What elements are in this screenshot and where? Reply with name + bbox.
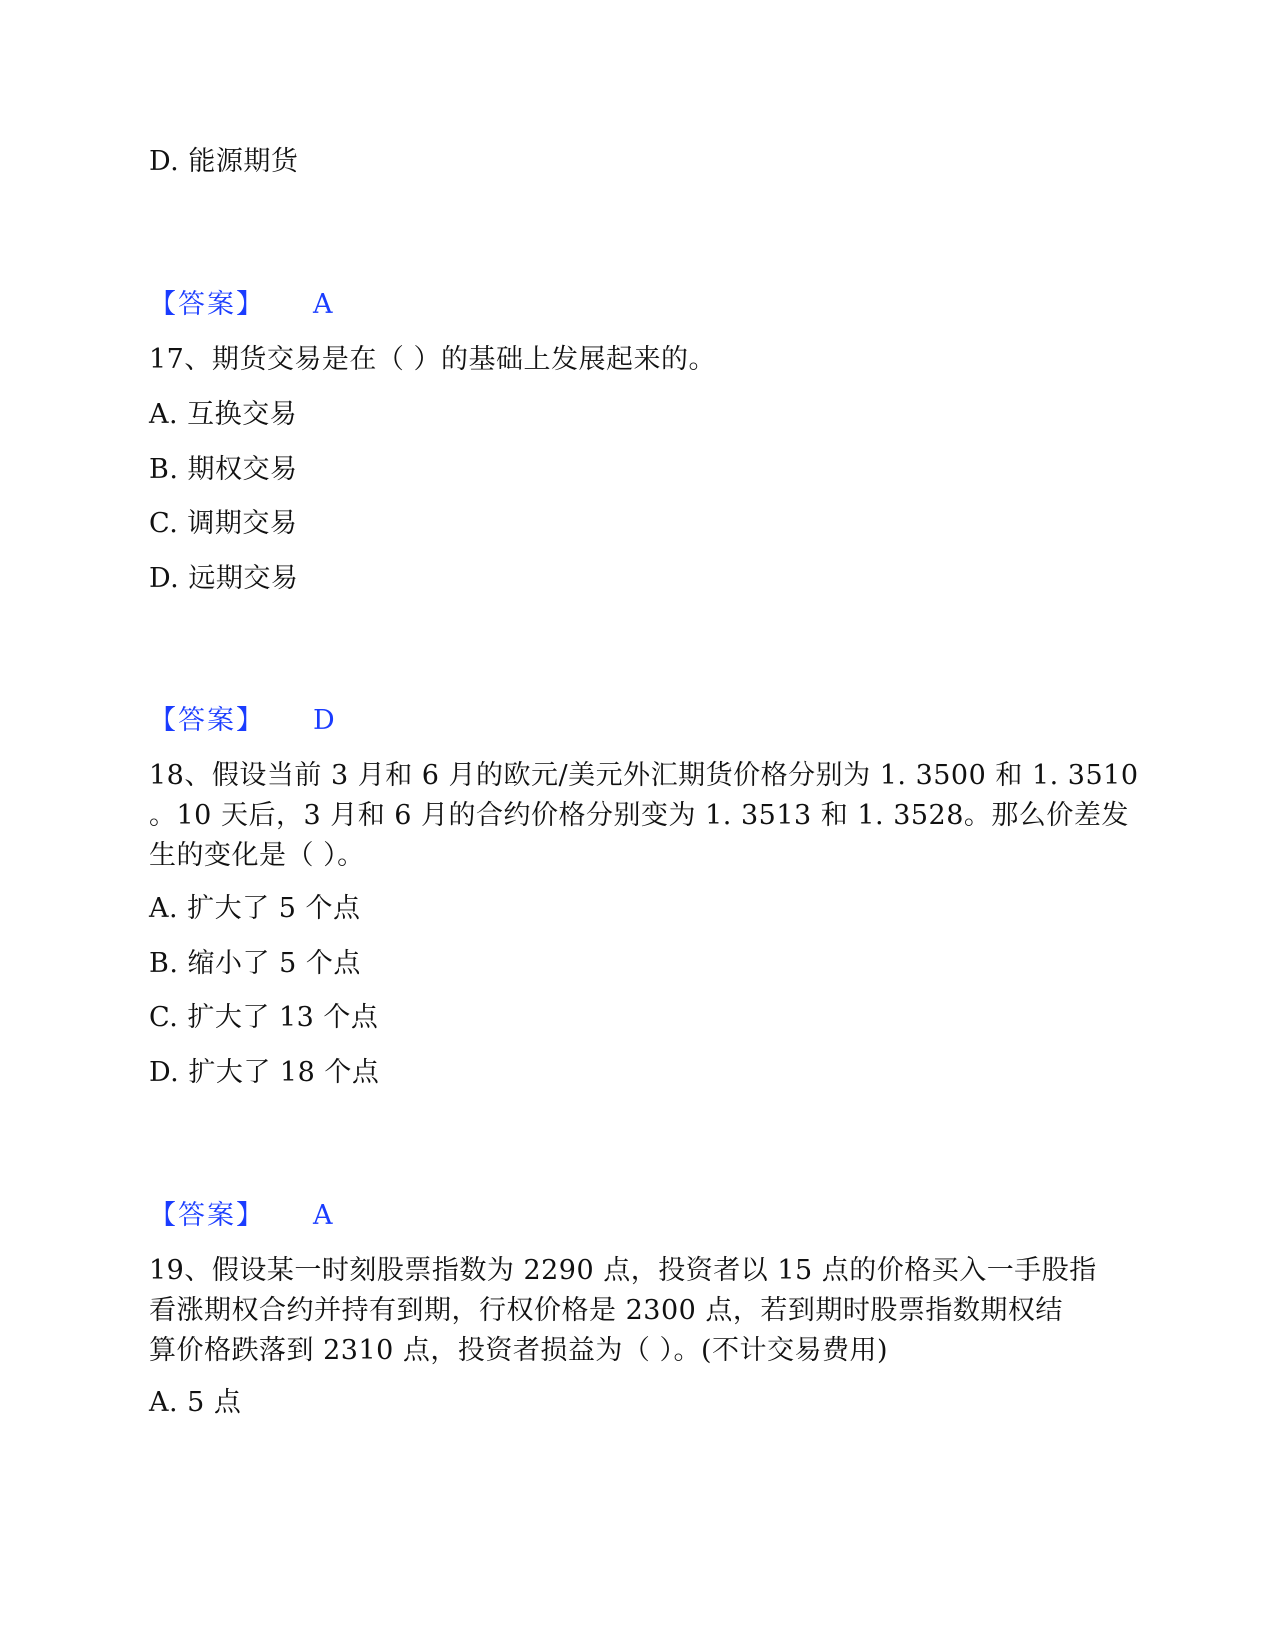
answer-value: A (313, 1200, 333, 1231)
q18-option-d: D. 扩大了 18 个点 (149, 1057, 380, 1088)
answer-tag: 【答案】 (149, 705, 265, 736)
q18-answer (149, 1198, 333, 1234)
q17-stem: 17、期货交易是在（ ）的基础上发展起来的。 (149, 344, 716, 375)
q18-stem-line-3: 生的变化是（ ）。 (149, 840, 365, 871)
q18-option-c: C. 扩大了 13 个点 (149, 1002, 379, 1033)
q17-option-a: A. 互换交易 (149, 399, 298, 430)
answer-tag: 【答案】 (149, 289, 265, 320)
q18-stem-line-1: 18、假设当前 3 月和 6 月的欧元/美元外汇期货价格分别为 1. 3500 和 1. 3510 (149, 760, 1139, 791)
q17-option-c: C. 调期交易 (149, 508, 298, 539)
q19-stem-line-3: 算价格跌落到 2310 点，投资者损益为（ ）。(不计交易费用) (149, 1335, 889, 1366)
q18-option-a: A. 扩大了 5 个点 (149, 893, 361, 924)
q16-answer (149, 287, 333, 323)
q16-option-d: D. 能源期货 (149, 146, 299, 177)
q17-option-b: B. 期权交易 (149, 454, 298, 485)
q18-stem-line-2: 。10 天后，3 月和 6 月的合约价格分别变为 1. 3513 和 1. 3528。那么价差发 (149, 800, 1129, 831)
q19-option-a: A. 5 点 (149, 1387, 242, 1418)
q18-option-b: B. 缩小了 5 个点 (149, 948, 361, 979)
q19-stem-line-1: 19、假设某一时刻股票指数为 2290 点，投资者以 15 点的价格买入一手股指 (149, 1255, 1097, 1286)
answer-tag: 【答案】 (149, 1200, 265, 1231)
answer-value: A (313, 289, 333, 320)
q19-stem-line-2: 看涨期权合约并持有到期，行权价格是 2300 点，若到期时股票指数期权结 (149, 1295, 1063, 1326)
answer-value: D (313, 705, 335, 736)
q17-answer (149, 703, 335, 739)
q17-option-d: D. 远期交易 (149, 563, 299, 594)
